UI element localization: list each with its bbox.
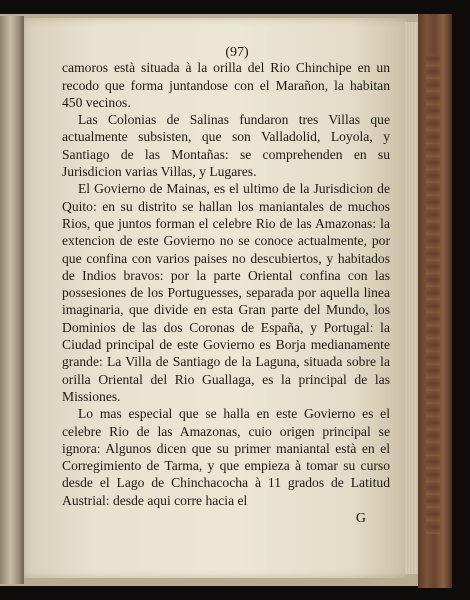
left-page-edge: [0, 16, 24, 584]
paragraph-2: Las Colonias de Salinas fundaron tres Villas que actualmente subsisten, que son Valladolid, Loyola, y Santiago de las Montañas: se comprehenden en su Jurisdicion varias Villas, y Lugares.: [62, 112, 390, 180]
page-text: [62, 44, 390, 527]
page-number: (97): [225, 45, 249, 60]
paragraph-4: Lo mas especial que se halla en este Govierno es el celebre Rio de las Amazonas, cuio origen principal se ignora: Algunos dicen que su primer maniantal està en el Corregimiento de Tarma, y que empieza à tomar su curso desde el Lago de Chinchacocha à 11 grados de Latitud Austrial: desde aqui corre hacia el: [62, 406, 390, 508]
leather-binding: [418, 14, 452, 588]
paragraph-1: camoros està situada à la orilla del Rio Chinchipe en un recodo que forma juntandose con el Marañon, la habitan 450 vecinos.: [62, 60, 390, 110]
signature-mark: G: [355, 511, 366, 527]
paragraph-3: El Govierno de Mainas, es el ultimo de la Jurisdicion de Quito: en su distrito se hallan los maniantales de muchos Rios, que juntos forman el celebre Rio de las Amazonas: la extencion de este Govierno no se conoce actualmente, por que confina con varios paises no descubiertos, y habitados de Indios bravos: por la parte Oriental confina con las possesiones de los Portuguesses, separada por aquella linea imaginaria, que divide en esta Gran parte del Mundo, los Dominios de las dos Coronas de España, y Portugal: la Ciudad principal de este Govierno es Borja medianamente grande: La Villa de Santiago de la Laguna, situada sobre la orilla Oriental del Rio Guallaga, es la principal de las Missiones.: [62, 181, 390, 404]
